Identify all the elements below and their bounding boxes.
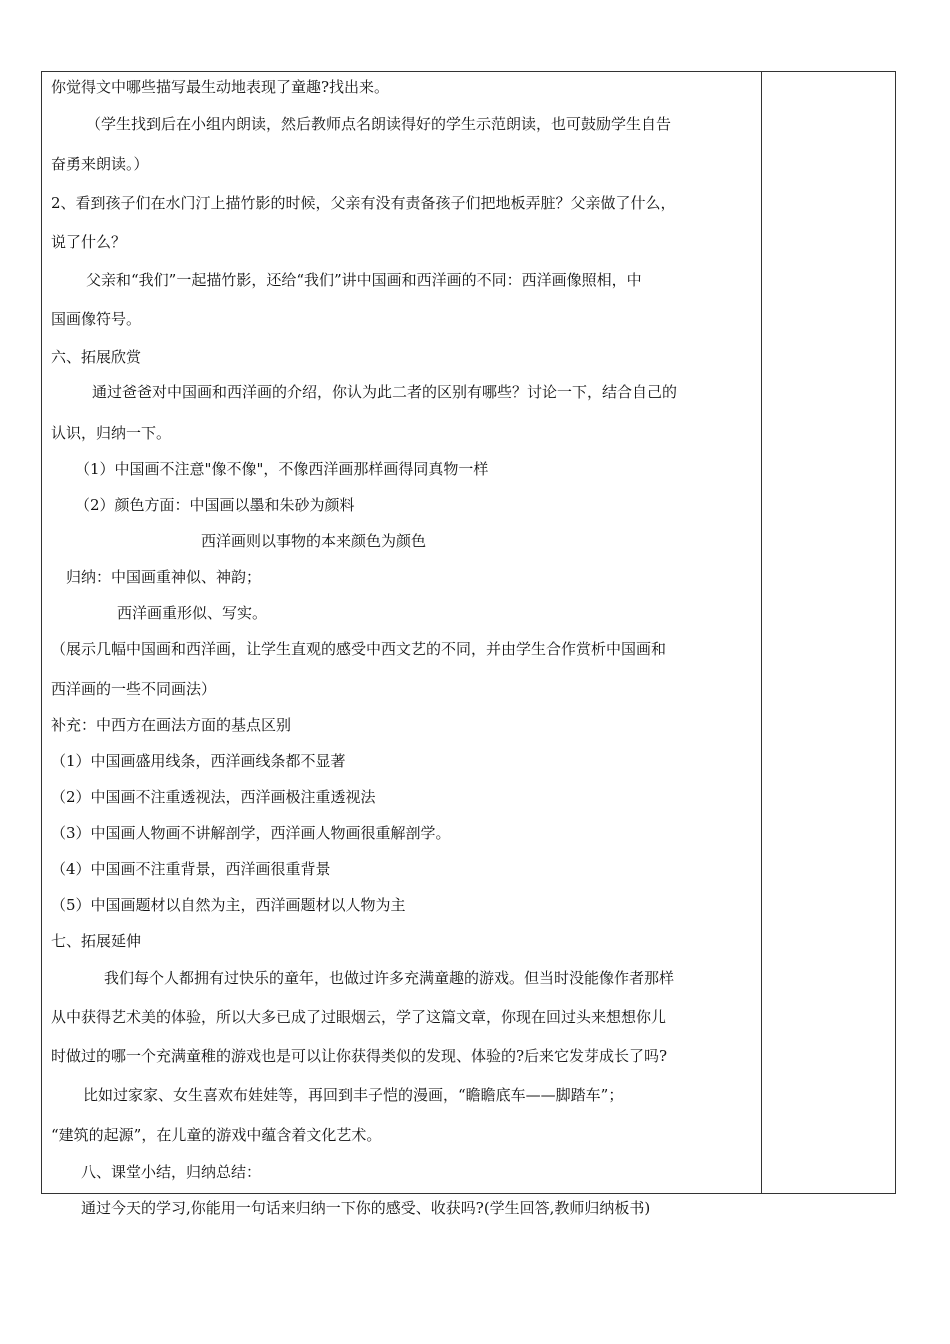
text-line: 通过今天的学习,你能用一句话来归纳一下你的感受、收获吗?(学生回答,教师归纳板书) [81,1199,651,1217]
text-line: （学生找到后在小组内朗读，然后教师点名朗读得好的学生示范朗读，也可鼓励学生自告 [86,115,672,133]
lesson-content-cell [42,72,761,1217]
text-line: “建筑的起源”，在儿童的游戏中蕴含着文化艺术。 [51,1126,382,1144]
text-line: 认识，归纳一下。 [51,424,172,442]
text-line: （2）颜色方面：中国画以墨和朱砂为颜料 [75,496,355,514]
text-line: 比如过家家、女生喜欢布娃娃等，再回到丰子恺的漫画，“瞻瞻底车——脚踏车”； [83,1086,624,1104]
text-line: （1）中国画不注意"像不像"，不像西洋画那样画得同真物一样 [75,460,489,478]
text-line: 西洋画则以事物的本来颜色为颜色 [201,532,427,550]
list-item: （3）中国画人物画不讲解剖学，西洋画人物画很重解剖学。 [51,824,451,842]
text-line: 通过爸爸对中国画和西洋画的介绍，你认为此二者的区别有哪些？讨论一下，结合自己的 [92,383,678,401]
text-line: 父亲和“我们”一起描竹影，还给“我们”讲中国画和西洋画的不同：西洋画像照相，中 [86,271,642,289]
text-line: （展示几幅中国画和西洋画，让学生直观的感受中西文艺的不同，并由学生合作赏析中国画和 [51,640,667,658]
text-line: 国画像符号。 [51,310,142,328]
section-heading: 八、课堂小结，归纳总结： [81,1163,262,1181]
column-divider [761,72,762,1193]
text-line: 归纳：中国画重神似、神韵； [66,568,262,586]
text-line: 从中获得艺术美的体验，所以大多已成了过眼烟云，学了这篇文章，你现在回过头来想想你儿 [51,1008,667,1026]
list-item: （2）中国画不注重透视法，西洋画极注重透视法 [51,788,376,806]
text-line: 2、看到孩子们在水门汀上描竹影的时候，父亲有没有责备孩子们把地板弄脏？父亲做了什么， [51,194,676,212]
text-line: 时做过的哪一个充满童稚的游戏也是可以让你获得类似的发现、体验的?后来它发芽成长了吗? [51,1047,668,1065]
section-heading: 七、拓展延伸 [51,932,142,950]
list-item: （5）中国画题材以自然为主，西洋画题材以人物为主 [51,896,406,914]
lesson-table [41,71,896,1217]
text-line: 补充：中西方在画法方面的基点区别 [51,716,292,734]
list-item: （4）中国画不注重背景，西洋画很重背景 [51,860,331,878]
text-line: 奋勇来朗读。） [51,155,149,173]
text-line: 你觉得文中哪些描写最生动地表现了童趣?找出来。 [51,78,390,96]
list-item: （1）中国画盛用线条，西洋画线条都不显著 [51,752,346,770]
text-line: 我们每个人都拥有过快乐的童年，也做过许多充满童趣的游戏。但当时没能像作者那样 [104,969,675,987]
section-heading: 六、拓展欣赏 [51,348,142,366]
text-line: 说了什么？ [51,233,127,251]
text-line: 西洋画重形似、写实。 [117,604,268,622]
text-line: 西洋画的一些不同画法） [51,680,217,698]
